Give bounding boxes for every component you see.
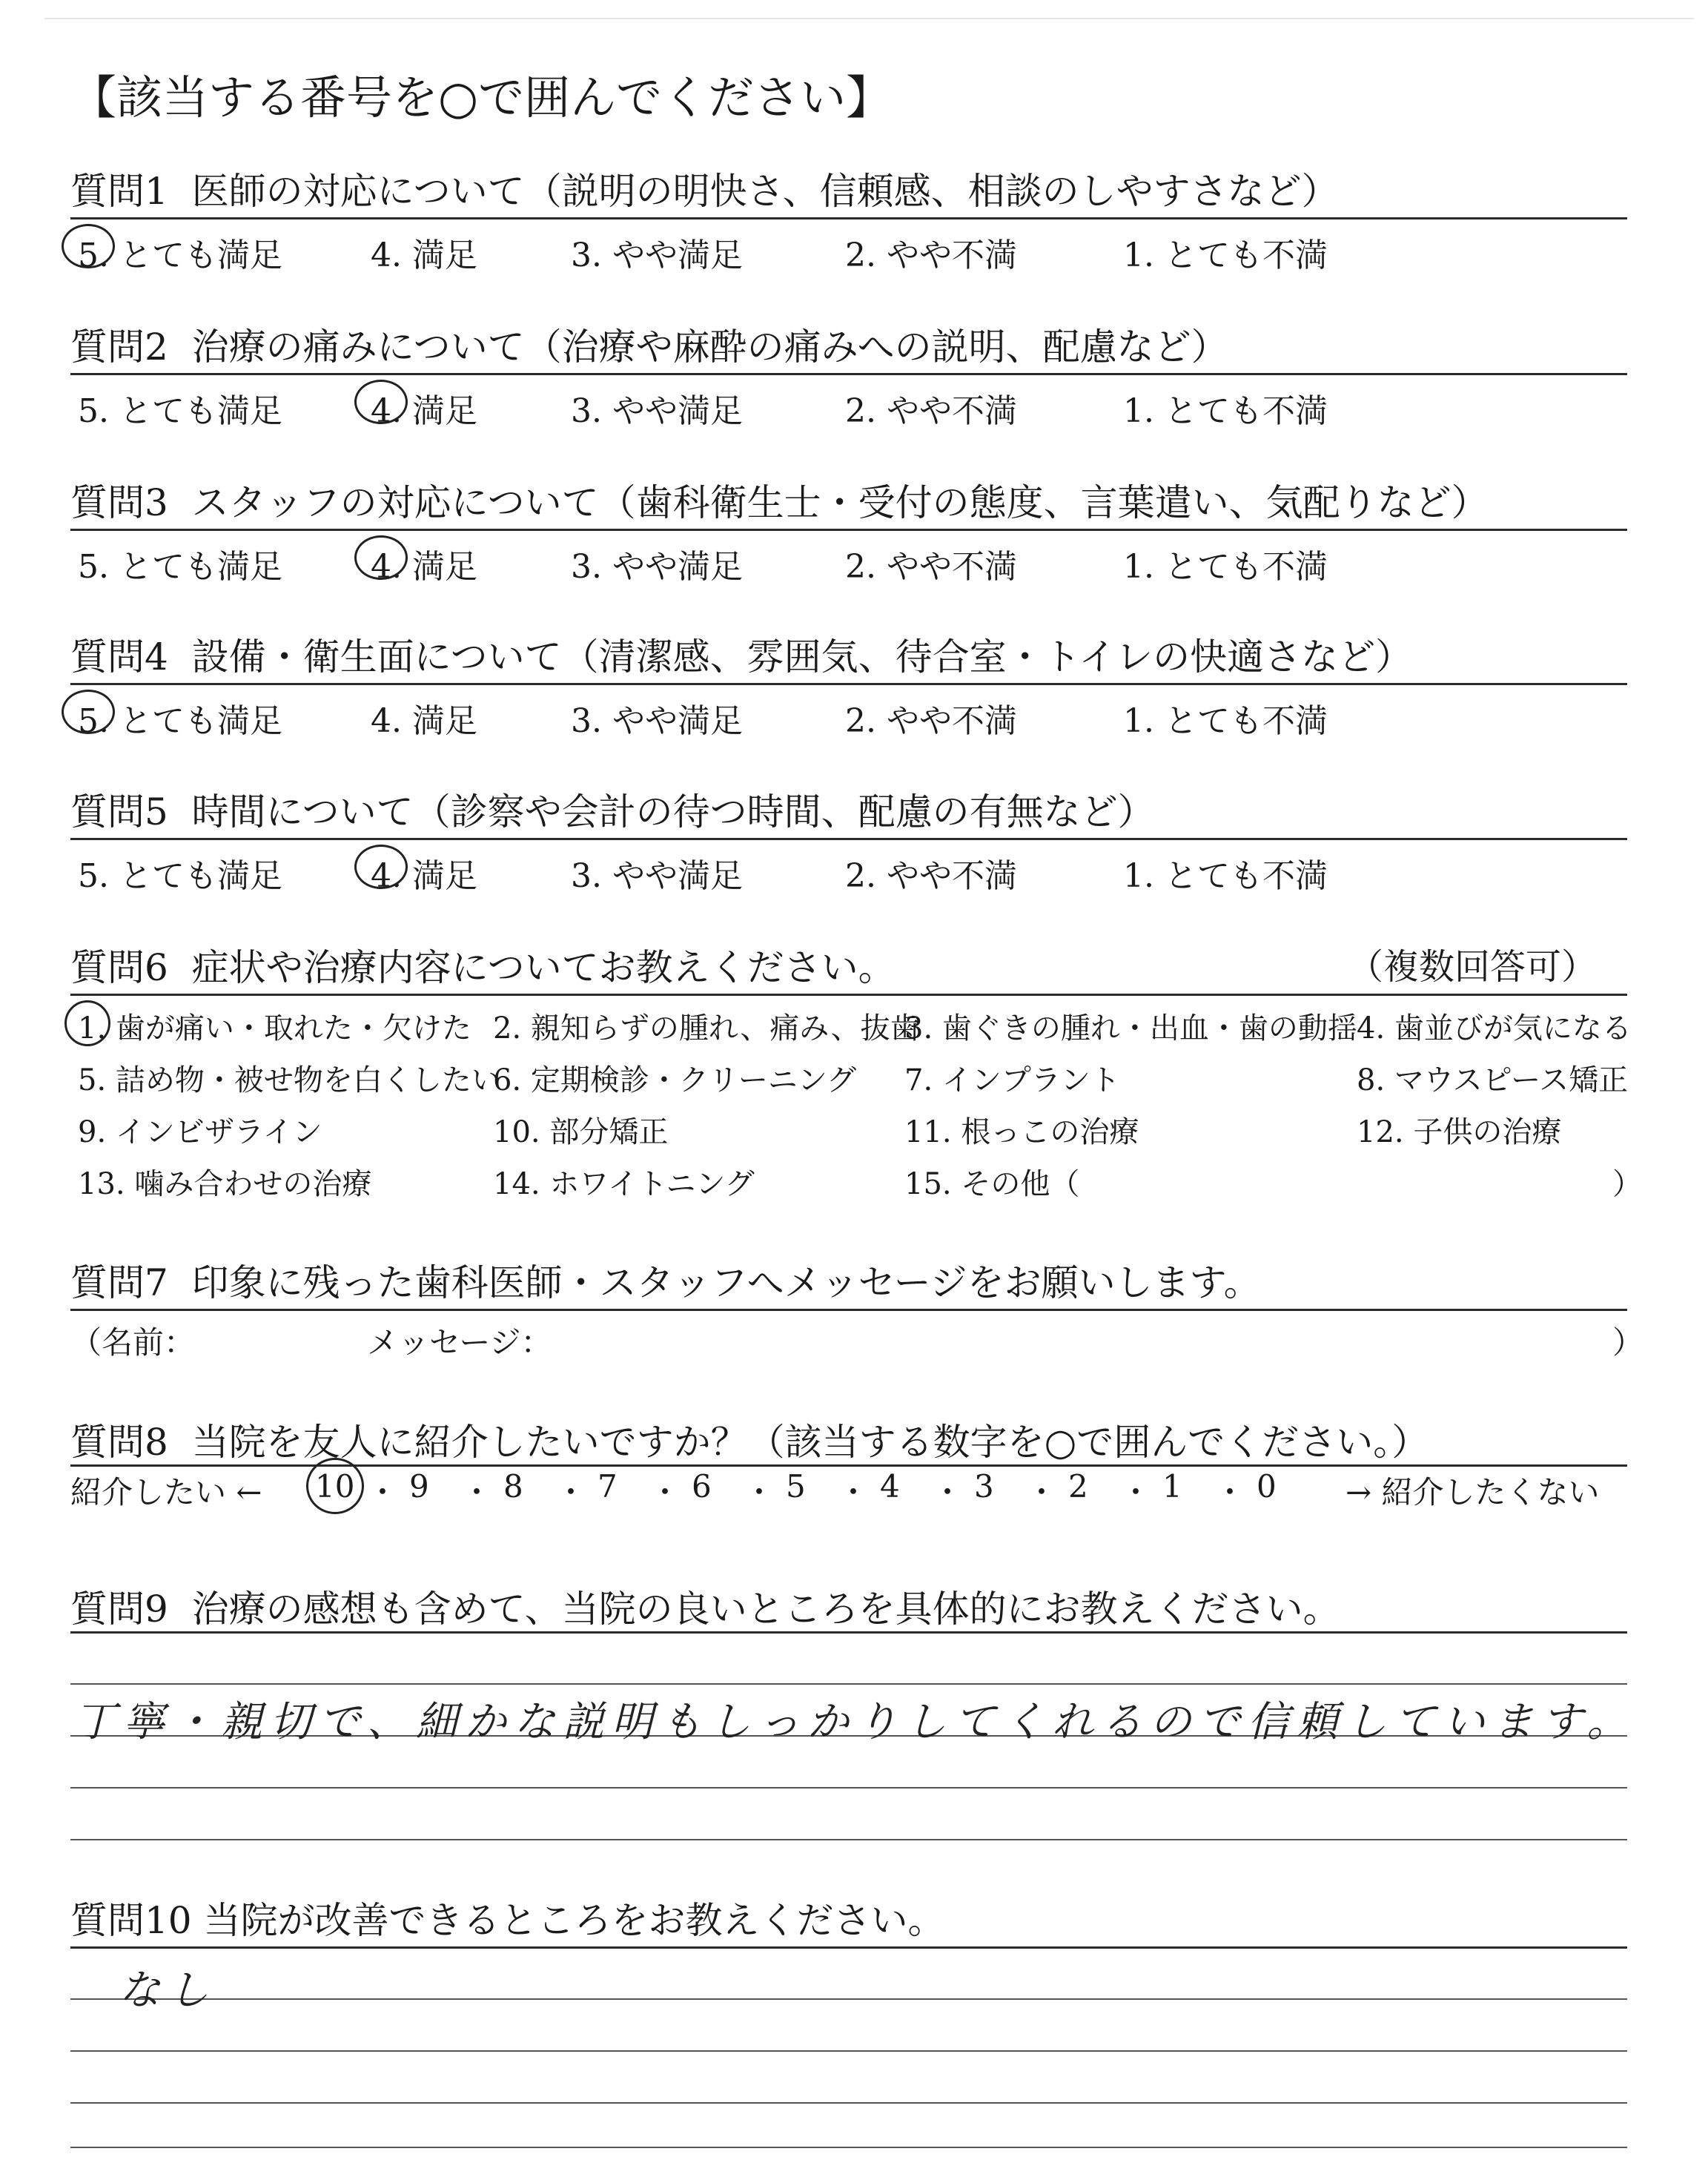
q4-label: 質問4 xyxy=(70,635,168,678)
q6-option-5[interactable]: 5. 詰め物・被せ物を白くしたい xyxy=(78,1063,501,1097)
q2-option-4[interactable]: 4. 満足 xyxy=(371,392,477,430)
q6-selection-circle xyxy=(64,1000,110,1046)
q10-answer-line-3 xyxy=(70,2102,1627,2104)
q8-scale-0[interactable]: 0 xyxy=(1257,1468,1277,1505)
q4-option-5[interactable]: 5. とても満足 xyxy=(78,702,282,740)
q5-rule xyxy=(70,838,1627,840)
q6-option-15[interactable]: 15. その他（ xyxy=(904,1167,1080,1201)
q2-option-3[interactable]: 3. やや満足 xyxy=(571,392,743,430)
q1-option-1[interactable]: 1. とても不満 xyxy=(1123,237,1328,274)
q8-scale-1[interactable]: 1 xyxy=(1162,1468,1182,1505)
q9-handwritten-answer[interactable]: 丁寧・親切で、細かな説明もしっかりしてくれるので信頼しています。 xyxy=(74,1698,1636,1746)
q6-option-4[interactable]: 4. 歯並びが気になる xyxy=(1357,1011,1632,1046)
q2-rule xyxy=(70,373,1627,375)
q6-option-14[interactable]: 14. ホワイトニング xyxy=(493,1167,755,1201)
q4-rule xyxy=(70,683,1627,685)
q1-option-3[interactable]: 3. やや満足 xyxy=(571,237,743,274)
q8-scale-separator: ・ xyxy=(555,1474,587,1510)
q5-label: 質問5 xyxy=(70,790,168,833)
q2-selection-circle xyxy=(354,380,408,424)
q8-scale-separator: ・ xyxy=(744,1474,775,1510)
q5-options xyxy=(70,849,1627,894)
q4-option-3[interactable]: 3. やや満足 xyxy=(571,702,743,740)
q1-options xyxy=(70,228,1627,273)
q10-label: 質問10 xyxy=(70,1899,192,1942)
q3-option-2[interactable]: 2. やや不満 xyxy=(845,548,1017,586)
q10-rule xyxy=(70,1946,1627,1949)
q7-name-label: （名前： xyxy=(70,1324,196,1361)
page-title: 【該当する番号を○で囲んでください】 xyxy=(70,70,893,125)
q1-text: 医師の対応について（説明の明快さ、信頼感、相談のしやすさなど） xyxy=(191,170,1339,213)
q8-scale-separator: ・ xyxy=(367,1474,399,1510)
q8-rule xyxy=(70,1464,1627,1467)
q6-option-6[interactable]: 6. 定期検診・クリーニング xyxy=(493,1063,857,1097)
q8-scale-8[interactable]: 8 xyxy=(503,1468,523,1505)
q7-title xyxy=(70,1253,1261,1307)
q2-option-1[interactable]: 1. とても不満 xyxy=(1123,392,1328,430)
q8-scale-4[interactable]: 4 xyxy=(880,1468,900,1505)
multi-answer-note: （複数回答可） xyxy=(1347,946,1597,988)
q5-option-4[interactable]: 4. 満足 xyxy=(371,857,477,895)
q9-rule xyxy=(70,1631,1627,1634)
q2-options xyxy=(70,384,1627,429)
q4-option-4[interactable]: 4. 満足 xyxy=(371,702,477,740)
q3-option-5[interactable]: 5. とても満足 xyxy=(78,548,282,586)
q3-option-3[interactable]: 3. やや満足 xyxy=(571,548,743,586)
q9-answer-line-1 xyxy=(70,1683,1627,1685)
q8-scale-separator: ・ xyxy=(932,1474,964,1510)
q9-answer-line-4 xyxy=(70,1839,1627,1840)
q8-left-label: 紹介したい ← xyxy=(70,1474,262,1510)
q7-label: 質問7 xyxy=(70,1261,168,1304)
q10-answer-line-1 xyxy=(70,1998,1627,2000)
q2-option-5[interactable]: 5. とても満足 xyxy=(78,392,282,430)
q10-handwritten-answer[interactable]: なし xyxy=(119,1966,216,2015)
q6-option-10[interactable]: 10. 部分矯正 xyxy=(493,1115,669,1149)
q6-option-7[interactable]: 7. インプラント xyxy=(904,1063,1120,1097)
q2-option-2[interactable]: 2. やや不満 xyxy=(845,392,1017,430)
q6-other-close: ） xyxy=(1612,1167,1642,1201)
q3-option-1[interactable]: 1. とても不満 xyxy=(1123,548,1328,586)
q3-option-4[interactable]: 4. 満足 xyxy=(371,548,477,586)
q8-scale-6[interactable]: 6 xyxy=(692,1468,712,1505)
q3-rule xyxy=(70,529,1627,531)
q7-text: 印象に残った歯科医師・スタッフへメッセージをお願いします。 xyxy=(191,1261,1261,1304)
q5-option-1[interactable]: 1. とても不満 xyxy=(1123,857,1328,895)
q8-title xyxy=(70,1413,1429,1466)
q8-selection-circle xyxy=(306,1458,364,1514)
q2-text: 治療の痛みについて（治療や麻酔の痛みへの説明、配慮など） xyxy=(191,326,1228,369)
q4-title xyxy=(70,627,1412,681)
q6-option-8[interactable]: 8. マウスピース矯正 xyxy=(1357,1063,1629,1097)
q3-options xyxy=(70,540,1627,584)
q7-rule xyxy=(70,1309,1627,1311)
q9-title xyxy=(70,1579,1340,1633)
q5-option-2[interactable]: 2. やや不満 xyxy=(845,857,1017,895)
q4-option-1[interactable]: 1. とても不満 xyxy=(1123,702,1328,740)
q8-scale-separator: ・ xyxy=(838,1474,870,1510)
q8-scale-separator: ・ xyxy=(1214,1474,1246,1510)
q5-title xyxy=(70,782,1155,836)
q8-scale-5[interactable]: 5 xyxy=(786,1468,806,1505)
q7-close: ） xyxy=(1612,1324,1644,1361)
q8-label: 質問8 xyxy=(70,1421,168,1464)
q1-selection-circle xyxy=(62,224,115,268)
q10-answer-line-4 xyxy=(70,2147,1627,2148)
q6-option-2[interactable]: 2. 親知らずの腫れ、痛み、抜歯 xyxy=(493,1011,920,1046)
q9-answer-line-3 xyxy=(70,1787,1627,1789)
q4-options xyxy=(70,694,1627,739)
q1-option-2[interactable]: 2. やや不満 xyxy=(845,237,1017,274)
q4-selection-circle xyxy=(62,690,115,734)
q3-selection-circle xyxy=(354,535,408,580)
q3-label: 質問3 xyxy=(70,481,168,524)
q8-scale-separator: ・ xyxy=(1026,1474,1058,1510)
q5-option-3[interactable]: 3. やや満足 xyxy=(571,857,743,895)
q8-scale xyxy=(70,1468,1635,1513)
q8-scale-separator: ・ xyxy=(649,1474,681,1510)
q1-title xyxy=(70,162,1339,215)
q8-scale-2[interactable]: 2 xyxy=(1068,1468,1088,1505)
q10-answer-line-2 xyxy=(70,2050,1627,2052)
q5-selection-circle xyxy=(354,845,408,889)
q6-option-12[interactable]: 12. 子供の治療 xyxy=(1357,1115,1562,1149)
q2-title xyxy=(70,317,1228,371)
q10-text: 当院が改善できるところをお教えください。 xyxy=(203,1899,945,1942)
q7-message-label: メッセージ： xyxy=(367,1324,552,1361)
q8-scale-9[interactable]: 9 xyxy=(409,1468,429,1505)
q3-text: スタッフの対応について（歯科衛生士・受付の態度、言葉遣い、気配りなど） xyxy=(191,481,1489,524)
top-border xyxy=(44,18,1694,19)
q6-option-9[interactable]: 9. インビザライン xyxy=(78,1115,322,1149)
q1-option-4[interactable]: 4. 満足 xyxy=(371,237,477,274)
q6-option-3[interactable]: 3. 歯ぐきの腫れ・出血・歯の動揺 xyxy=(904,1011,1357,1046)
q9-text: 治療の感想も含めて、当院の良いところを具体的にお教えください。 xyxy=(191,1588,1340,1631)
q6-option-11[interactable]: 11. 根っこの治療 xyxy=(904,1115,1139,1149)
q5-text: 時間について（診察や会計の待つ時間、配慮の有無など） xyxy=(191,790,1155,833)
q4-text: 設備・衛生面について（清潔感、雰囲気、待合室・トイレの快適さなど） xyxy=(191,635,1413,678)
q8-scale-10[interactable]: 10 xyxy=(315,1468,355,1505)
q6-rule xyxy=(70,994,1627,996)
q8-scale-separator: ・ xyxy=(1120,1474,1152,1510)
q8-scale-separator: ・ xyxy=(461,1474,493,1510)
q8-text: 当院を友人に紹介したいですか？（該当する数字を○で囲んでください。） xyxy=(191,1421,1429,1464)
q4-option-2[interactable]: 2. やや不満 xyxy=(845,702,1017,740)
q9-label: 質問9 xyxy=(70,1588,168,1631)
q6-title xyxy=(70,938,896,991)
q5-option-5[interactable]: 5. とても満足 xyxy=(78,857,282,895)
q1-rule xyxy=(70,217,1627,219)
q1-option-5[interactable]: 5. とても満足 xyxy=(78,237,282,274)
q8-scale-3[interactable]: 3 xyxy=(974,1468,994,1505)
q6-text: 症状や治療内容についてお教えください。 xyxy=(191,946,896,989)
q8-scale-7[interactable]: 7 xyxy=(598,1468,618,1505)
q1-label: 質問1 xyxy=(70,170,168,213)
q3-title xyxy=(70,473,1489,526)
q6-option-1[interactable]: 1. 歯が痛い・取れた・欠けた xyxy=(78,1011,471,1046)
q6-option-13[interactable]: 13. 噛み合わせの治療 xyxy=(78,1167,372,1201)
q6-label: 質問6 xyxy=(70,946,168,989)
q2-label: 質問2 xyxy=(70,326,168,369)
q10-title xyxy=(70,1891,945,1944)
q8-right-label: → 紹介したくない xyxy=(1345,1474,1600,1510)
